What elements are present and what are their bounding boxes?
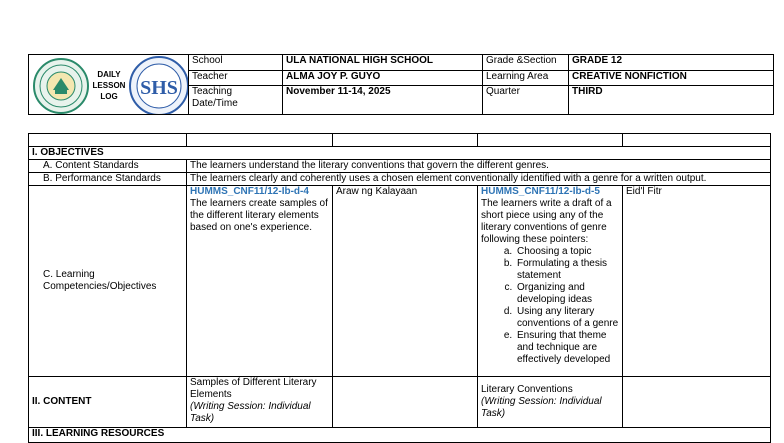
competencies-label-text: C. Learning Competencies/Objectives <box>43 269 157 292</box>
date-value: November 11-14, 2025 <box>283 86 483 115</box>
list-item: e. Ensuring that theme and technique are effectively developed <box>515 330 619 366</box>
area-label: Learning Area <box>483 70 569 86</box>
quarter-value: THIRD <box>569 86 774 115</box>
day1-text: The learners create samples of the different literary elements based on one's experience. <box>190 198 328 233</box>
day4-competency: Eid'l Fitr <box>623 186 771 377</box>
day3-code: HUMMS_CNF11/12-Ib-d-5 <box>481 186 600 197</box>
day4-content <box>623 377 771 428</box>
content-standards-value: The learners understand the literary conventions that govern the different genres. <box>187 160 771 173</box>
day2-competency: Araw ng Kalayaan <box>333 186 478 377</box>
performance-standards-value: The learners clearly and coherently uses a chosen element conventionally identified with a genre for a written output. <box>187 173 771 186</box>
school-value: ULA NATIONAL HIGH SCHOOL <box>283 55 483 71</box>
day1-content-note: (Writing Session: Individual Task) <box>190 401 311 424</box>
grade-label: Grade &Section <box>483 55 569 71</box>
school-label: School <box>189 55 283 71</box>
daily-lesson-log-label: DAILY LESSON LOG <box>92 70 126 101</box>
content-heading: II. CONTENT <box>29 377 187 428</box>
day1-competency <box>187 186 333 377</box>
area-value: CREATIVE NONFICTION <box>569 70 774 86</box>
day1-content <box>187 377 333 428</box>
quarter-label: Quarter <box>483 86 569 115</box>
shs-logo-icon <box>129 56 189 115</box>
logo-cell <box>29 55 189 115</box>
performance-standards-label: B. Performance Standards <box>29 173 187 186</box>
lesson-table <box>28 133 771 443</box>
day3-content-title: Literary Conventions <box>481 384 573 395</box>
seal-icon <box>33 58 89 114</box>
day3-pointers-list <box>481 246 619 366</box>
list-item: b. Formulating a thesis statement <box>515 258 619 282</box>
resources-heading: III. LEARNING RESOURCES <box>29 428 771 443</box>
teacher-value: ALMA JOY P. GUYO <box>283 70 483 86</box>
day3-competency <box>478 186 623 377</box>
day1-code: HUMMS_CNF11/12-Ib-d-4 <box>190 186 309 197</box>
day3-text: The learners write a draft of a short piece using any of the literary conventions of genre following these pointers: <box>481 198 612 245</box>
list-item: d. Using any literary conventions of a genre <box>515 306 619 330</box>
content-standards-label: A. Content Standards <box>29 160 187 173</box>
header-table <box>28 54 774 115</box>
date-label: Teaching Date/Time <box>189 86 283 115</box>
shs-logo-text: SHS <box>140 77 178 99</box>
day2-content <box>333 377 478 428</box>
objectives-heading: I. OBJECTIVES <box>29 147 771 160</box>
list-item: a. Choosing a topic <box>515 246 619 258</box>
grade-value: GRADE 12 <box>569 55 774 71</box>
competencies-label <box>29 186 187 377</box>
day3-content-note: (Writing Session: Individual Task) <box>481 396 602 419</box>
day3-content <box>478 377 623 428</box>
blank-row <box>29 134 771 147</box>
day1-content-title: Samples of Different Literary Elements <box>190 377 317 400</box>
objectives-heading-row <box>29 147 771 160</box>
teacher-label: Teacher <box>189 70 283 86</box>
list-item: c. Organizing and developing ideas <box>515 282 619 306</box>
